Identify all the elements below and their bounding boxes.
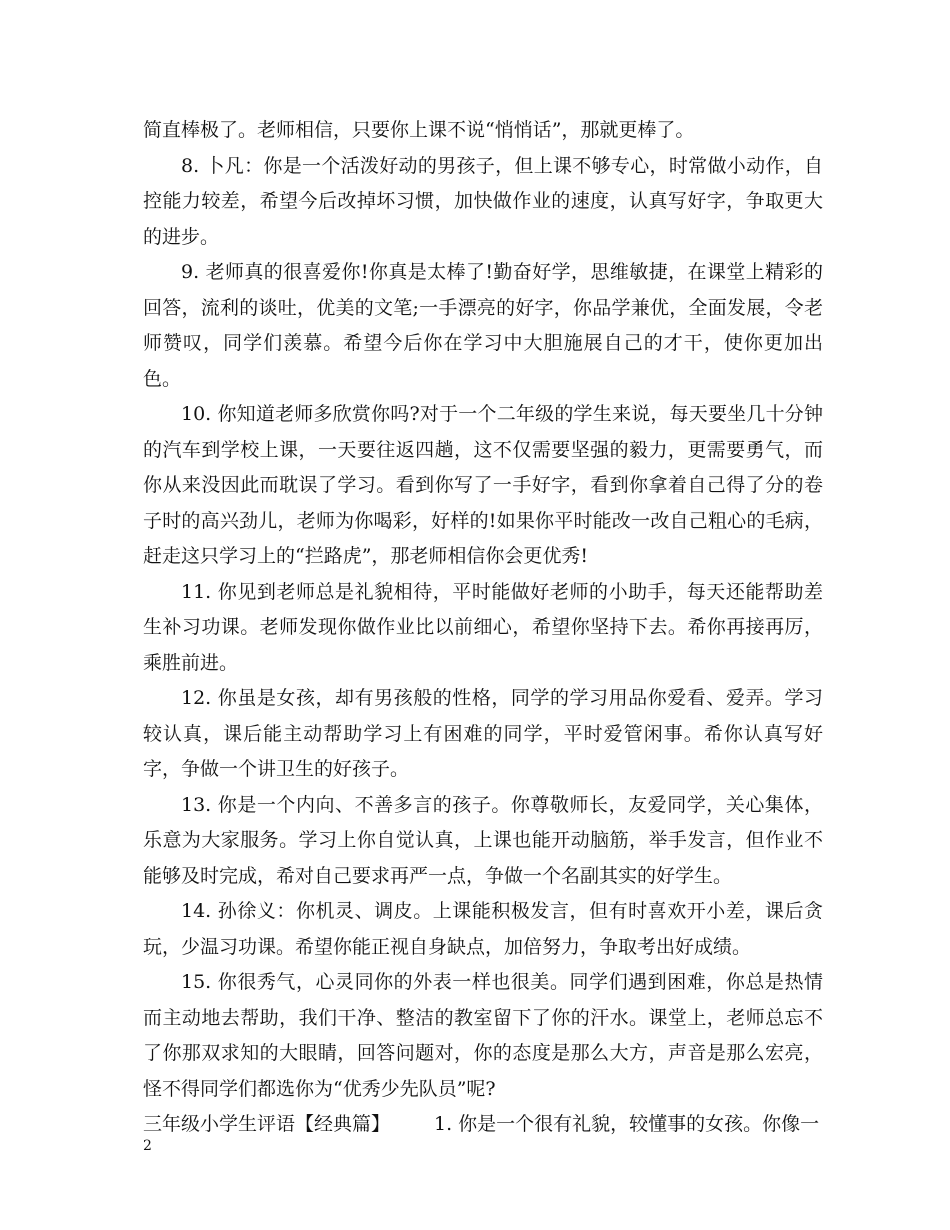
section-heading-line <box>143 1107 823 1143</box>
paragraph-comment-8: 8. 卜凡：你是一个活泼好动的男孩子，但上课不够专心，时常做小动作，自控能力较差，希望今后改掉坏习惯，加快做作业的速度，认真写好字，争取更大的进步。 <box>143 154 823 248</box>
section-first-line: 1. 你是一个很有礼貌，较懂事的女孩。你像一 <box>434 1113 820 1135</box>
paragraph-comment-14: 14. 孙徐义：你机灵、调皮。上课能积极发言，但有时喜欢开小差，课后贪玩，少温习功课。希望你能正视自身缺点，加倍努力，争取考出好成绩。 <box>143 900 823 958</box>
paragraph-comment-10: 10. 你知道老师多欣赏你吗?对于一个二年级的学生来说，每天要坐几十分钟的汽车到学校上课，一天要往返四趟，这不仅需要坚强的毅力，更需要勇气，而你从来没因此而耽误了学习。看到你写了一手好字，看到你拿着自己得了分的卷子时的高兴劲儿，老师为你喝彩，好样的!如果你平时能改一改自己粗心的毛病，赶走这只学习上的“拦路虎”，那老师相信你会更优秀! <box>143 403 823 567</box>
paragraph-comment-12: 12. 你虽是女孩，却有男孩般的性格，同学的学习用品你爱看、爱弄。学习较认真，课后能主动帮助学习上有困难的同学，平时爱管闲事。希你认真写好字，争做一个讲卫生的好孩子。 <box>143 687 823 780</box>
page-number: 2 <box>143 1138 152 1154</box>
paragraph-continued: 简直棒极了。老师相信，只要你上课不说“悄悄话”，那就更棒了。 <box>143 119 695 141</box>
paragraph-comment-11: 11. 你见到老师总是礼貌相待，平时能做好老师的小助手，每天还能帮助差生补习功课。老师发现你做作业比以前细心，希望你坚持下去。希你再接再厉，乘胜前进。 <box>143 580 823 674</box>
paragraph-comment-15: 15. 你很秀气，心灵同你的外表一样也很美。同学们遇到困难，你总是热情而主动地去帮助，我们干净、整洁的教室留下了你的汗水。课堂上，老师总忘不了你那双求知的大眼睛，回答问题对，你的态度是那么大方，声音是那么宏亮，怪不得同学们都选你为“优秀少先队员”呢? <box>143 971 823 1100</box>
paragraph-comment-9: 9. 老师真的很喜爱你!你真是太棒了!勤奋好学，思维敏捷，在课堂上精彩的回答，流利的谈吐，优美的文笔;一手漂亮的好字，你品学兼优，全面发展，令老师赞叹，同学们羡慕。希望今后你在学习中大胆施展自己的才干，使你更加出色。 <box>143 261 823 390</box>
section-heading: 三年级小学生评语【经典篇】 <box>143 1113 391 1135</box>
paragraph-comment-13: 13. 你是一个内向、不善多言的孩子。你尊敬师长，友爱同学，关心集体，乐意为大家服务。学习上你自觉认真，上课也能开动脑筋，举手发言，但作业不能够及时完成，希对自己要求再严一点，争做一个名副其实的好学生。 <box>143 793 823 887</box>
document-body <box>143 113 823 1143</box>
